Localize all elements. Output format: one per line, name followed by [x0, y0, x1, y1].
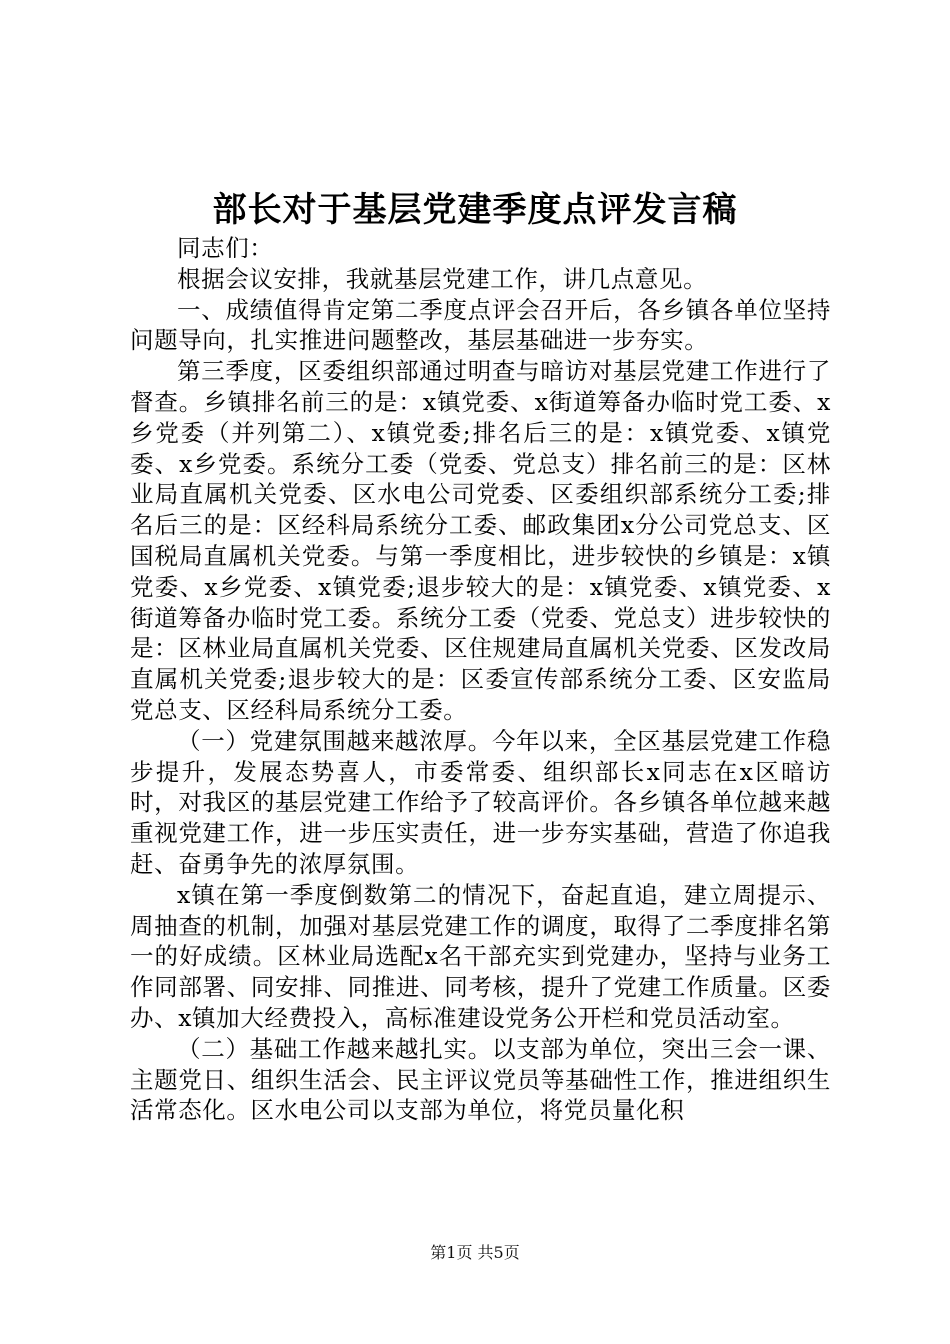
document-title: 部长对于基层党建季度点评发言稿: [212, 190, 738, 230]
page-number: 第1页 共5页: [430, 1243, 520, 1262]
paragraph-foundation: （二）基础工作越来越扎实。以支部为单位，突出三会一课、主题党日、组织生活会、民主评议党员等基础性工作，推进组织生活常态化。区水电公司以支部为单位，将党员量化积: [130, 1034, 831, 1125]
paragraph-salutation: 同志们：: [177, 234, 274, 262]
paragraph-examples: x镇在第一季度倒数第二的情况下，奋起直追，建立周提示、周抽查的机制，加强对基层党建工作的调度，取得了二季度排名第一的好成绩。区林业局选配x名干部充实到党建办，坚持与业务工作同部署、同安排、同推进、同考核，提升了党建工作质量。区委办、x镇加大经费投入，高标准建设党务公开栏和党员活动室。: [130, 880, 831, 1032]
paragraph-intro: 根据会议安排，我就基层党建工作，讲几点意见。: [177, 264, 708, 293]
paragraph-achievements-heading: 一、成绩值得肯定第二季度点评会召开后，各乡镇各单位坚持问题导向，扎实推进问题整改，基层基础进一步夯实。: [130, 295, 831, 355]
document-body: [130, 233, 831, 1126]
paragraph-q3-rankings: 第三季度，区委组织部通过明查与暗访对基层党建工作进行了督查。乡镇排名前三的是：x镇党委、x街道筹备办临时党工委、x乡党委（并列第二）、x镇党委;排名后三的是：x镇党委、x镇党委、x乡党委。系统分工委（党委、党总支）排名前三的是：区林业局直属机关党委、区水电公司党委、区委组织部系统分工委;排名后三的是：区经科局系统分工委、邮政集团x分公司党总支、区国税局直属机关党委。与第一季度相比，进步较快的乡镇是：x镇党委、x乡党委、x镇党委;退步较大的是：x镇党委、x镇党委、x街道筹备办临时党工委。系统分工委（党委、党总支）进步较快的是：区林业局直属机关党委、区住规建局直属机关党委、区发改局直属机关党委;退步较大的是：区委宣传部系统分工委、区安监局党总支、区经科局系统分工委。: [130, 357, 831, 724]
paragraph-atmosphere: （一）党建氛围越来越浓厚。今年以来，全区基层党建工作稳步提升，发展态势喜人，市委常委、组织部长x同志在x区暗访时，对我区的基层党建工作给予了较高评价。各乡镇各单位越来越重视党建工作，进一步压实责任，进一步夯实基础，营造了你追我赶、奋勇争先的浓厚氛围。: [130, 726, 831, 878]
